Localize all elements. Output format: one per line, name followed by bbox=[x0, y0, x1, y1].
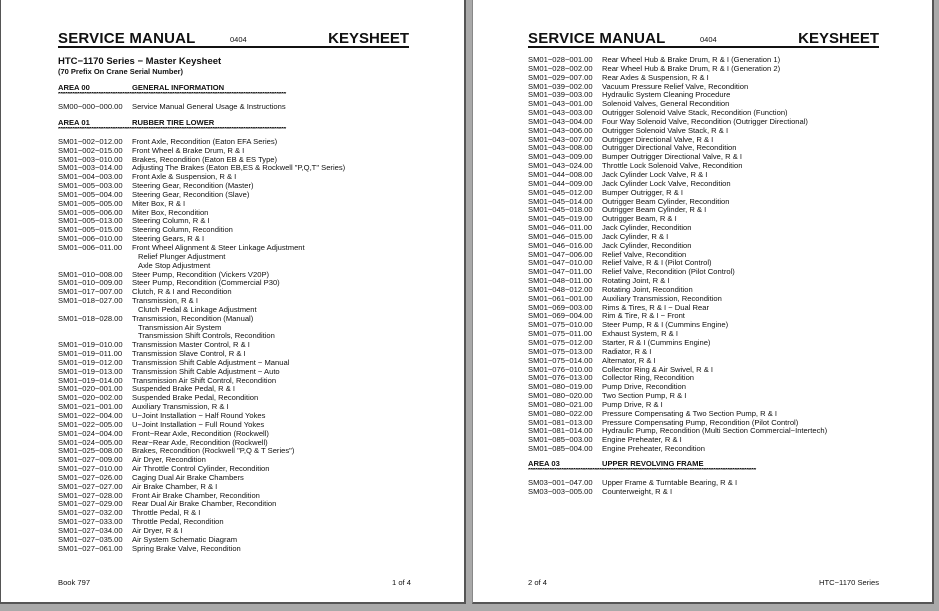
section-code: SM01−045−018.00 bbox=[528, 205, 593, 215]
area-number: AREA 03 bbox=[528, 458, 560, 468]
area-name: RUBBER TIRE LOWER bbox=[132, 117, 215, 127]
section-code: SM01−043−008.00 bbox=[528, 143, 593, 153]
section-code: SM01−044−009.00 bbox=[528, 178, 593, 188]
section-code: SM01−020−002.00 bbox=[58, 393, 123, 403]
section-description: Relief Valve, Recondition bbox=[602, 249, 687, 259]
page-2 bbox=[472, 0, 934, 604]
section-code: SM01−019−014.00 bbox=[58, 375, 123, 385]
section-code: SM01−005−003.00 bbox=[58, 181, 123, 191]
sub-topic: Transmission Air System bbox=[138, 322, 222, 332]
section-code: SM01−080−022.00 bbox=[528, 408, 593, 418]
header-title: SERVICE MANUAL bbox=[528, 30, 666, 47]
sub-topic: Relief Plunger Adjustment bbox=[138, 251, 226, 261]
section-description: Miter Box, R & I bbox=[132, 198, 186, 208]
section-description: Suspended Brake Pedal, R & I bbox=[132, 384, 236, 394]
section-description: Two Section Pump, R & I bbox=[602, 391, 687, 401]
footer-book: Book 797 bbox=[58, 578, 91, 587]
section-code: SM01−010−008.00 bbox=[58, 269, 123, 279]
section-description: Throttle Lock Solenoid Valve, Recondition bbox=[602, 161, 743, 171]
keysheet-entry bbox=[58, 103, 409, 112]
section-description: Jack Cylinder Lock Valve, Recondition bbox=[602, 178, 731, 188]
section-description: Transmission, R & I bbox=[132, 296, 198, 306]
header-keysheet: KEYSHEET bbox=[328, 30, 409, 47]
section-code: SM01−075−011.00 bbox=[528, 329, 593, 339]
section-code: SM01−027−032.00 bbox=[58, 508, 123, 518]
area-list bbox=[58, 83, 409, 554]
section-description: Pump Drive, Recondition bbox=[602, 382, 686, 392]
section-code: SM01−044−008.00 bbox=[528, 169, 593, 179]
section-code: SM01−019−011.00 bbox=[58, 349, 123, 359]
section-description: Engine Preheater, Recondition bbox=[602, 444, 706, 454]
section-description: Air Dryer, Recondition bbox=[132, 455, 206, 465]
area-heading bbox=[58, 118, 409, 127]
section-code: SM01−021−001.00 bbox=[58, 402, 123, 412]
section-code: SM01−005−006.00 bbox=[58, 207, 123, 217]
section-code: SM01−081−013.00 bbox=[528, 417, 593, 427]
section-code: SM01−019−012.00 bbox=[58, 357, 123, 367]
section-code: SM01−061−001.00 bbox=[528, 293, 593, 303]
section-code: SM03−001−047.00 bbox=[528, 477, 593, 487]
entry-list bbox=[528, 56, 888, 454]
header-title: SERVICE MANUAL bbox=[58, 30, 196, 47]
section-description: Rear Dual Air Brake Chamber, Recondition bbox=[132, 499, 277, 509]
section-description: Steering Column, Recondition bbox=[132, 225, 233, 235]
footer-page-number: 2 of 4 bbox=[528, 578, 547, 587]
area-number: AREA 01 bbox=[58, 117, 90, 127]
section-description: Counterweight, R & I bbox=[602, 486, 673, 496]
section-description: Air Brake Chamber, R & I bbox=[132, 481, 218, 491]
header-code: 0404 bbox=[230, 35, 247, 44]
page-1 bbox=[0, 0, 466, 604]
section-code: SM01−017−007.00 bbox=[58, 287, 123, 297]
section-description: Brakes, Recondition (Eaton EB & ES Type) bbox=[132, 154, 278, 164]
section-code: SM01−025−008.00 bbox=[58, 446, 123, 456]
section-description: Front Air Brake Chamber, Recondition bbox=[132, 490, 260, 500]
section-code: SM01−024−004.00 bbox=[58, 428, 123, 438]
section-description: U−Joint Installation − Full Round Yokes bbox=[132, 419, 265, 429]
section-code: SM01−018−027.00 bbox=[58, 296, 123, 306]
section-description: Steering Gears, R & I bbox=[132, 234, 205, 244]
section-description: Solenoid Valves, General Recondition bbox=[602, 99, 730, 109]
area-name: UPPER REVOLVING FRAME bbox=[602, 458, 704, 468]
section-description: Air Throttle Control Cylinder, Recondition bbox=[132, 464, 270, 474]
section-code: SM01−002−012.00 bbox=[58, 136, 123, 146]
section-code: SM01−043−004.00 bbox=[528, 116, 593, 126]
section-description: Rotating Joint, Recondition bbox=[602, 284, 693, 294]
section-code: SM01−027−028.00 bbox=[58, 490, 123, 500]
page-2-content bbox=[528, 56, 888, 497]
keysheet-entry bbox=[58, 244, 409, 253]
section-code: SM01−069−003.00 bbox=[528, 302, 593, 312]
section-description: Steer Pump, Recondition (Commercial P30) bbox=[132, 278, 280, 288]
section-description: Brakes, Recondition (Rockwell "P,Q & T Series") bbox=[132, 446, 295, 456]
section-description: Miter Box, Recondition bbox=[132, 207, 209, 217]
area-heading bbox=[58, 83, 409, 92]
keysheet-entry bbox=[58, 315, 409, 324]
section-code: SM01−075−010.00 bbox=[528, 320, 593, 330]
section-code: SM01−046−011.00 bbox=[528, 223, 593, 233]
section-code: SM01−027−009.00 bbox=[58, 455, 123, 465]
section-code: SM01−043−024.00 bbox=[528, 161, 593, 171]
section-code: SM01−028−002.00 bbox=[528, 63, 593, 73]
section-description: Transmission Master Control, R & I bbox=[132, 340, 250, 350]
section-description: U−Joint Installation − Half Round Yokes bbox=[132, 411, 266, 420]
section-code: SM01−080−020.00 bbox=[528, 391, 593, 401]
section-code: SM01−069−004.00 bbox=[528, 311, 593, 321]
section-code: SM01−002−015.00 bbox=[58, 145, 123, 155]
divider-stars: ************************************************************************************************ bbox=[58, 126, 286, 133]
section-description: Hydraulic System Cleaning Procedure bbox=[602, 90, 731, 100]
section-code: SM01−022−004.00 bbox=[58, 411, 123, 420]
page-header bbox=[528, 29, 879, 48]
section-description: Vacuum Pressure Relief Valve, Recondition bbox=[602, 81, 749, 91]
section-code: SM01−085−004.00 bbox=[528, 444, 593, 454]
section-description: Collector Ring & Air Swivel, R & I bbox=[602, 364, 713, 374]
section-description: Throttle Pedal, Recondition bbox=[132, 517, 224, 527]
section-description: Front−Rear Axle, Recondition (Rockwell) bbox=[132, 428, 269, 438]
section-code: SM01−010−009.00 bbox=[58, 278, 123, 288]
section-description: Relief Valve, Recondition (Pilot Control) bbox=[602, 267, 735, 277]
section-code: SM01−027−029.00 bbox=[58, 499, 123, 509]
section-code: SM01−048−011.00 bbox=[528, 276, 593, 286]
section-code: SM01−004−003.00 bbox=[58, 172, 123, 182]
section-description: Adjusting The Brakes (Eaton EB,ES & Rockwell "P,Q,T" Series) bbox=[132, 163, 346, 173]
section-description: Air System Schematic Diagram bbox=[132, 534, 238, 544]
section-code: SM01−027−061.00 bbox=[58, 543, 123, 553]
section-code: SM01−047−010.00 bbox=[528, 258, 593, 268]
section-code: SM01−024−005.00 bbox=[58, 437, 123, 447]
section-code: SM01−020−001.00 bbox=[58, 384, 123, 394]
section-code: SM01−047−011.00 bbox=[528, 267, 593, 277]
section-description: Outrigger Directional Valve, R & I bbox=[602, 134, 714, 144]
keysheet-entry bbox=[528, 445, 888, 454]
section-description: Jack Cylinder, R & I bbox=[602, 231, 669, 241]
section-code: SM01−043−001.00 bbox=[528, 99, 593, 109]
section-description: Starter, R & I (Cummins Engine) bbox=[602, 338, 711, 347]
section-code: SM01−076−013.00 bbox=[528, 373, 593, 383]
section-code: SM01−081−014.00 bbox=[528, 426, 593, 436]
section-description: Jack Cylinder Lock Valve, R & I bbox=[602, 169, 708, 179]
section-code: SM01−045−014.00 bbox=[528, 196, 593, 206]
section-code: SM01−039−003.00 bbox=[528, 90, 593, 100]
section-description: Air Dryer, R & I bbox=[132, 525, 183, 535]
section-code: SM01−043−007.00 bbox=[528, 134, 593, 144]
section-description: Rear Wheel Hub & Brake Drum, R & I (Generation 1) bbox=[602, 55, 781, 64]
section-code: SM01−022−005.00 bbox=[58, 419, 123, 429]
section-code: SM01−005−015.00 bbox=[58, 225, 123, 235]
section-code: SM01−018−028.00 bbox=[58, 313, 123, 323]
section-description: Outrigger Solenoid Valve Stack, R & I bbox=[602, 125, 729, 135]
entry-list bbox=[528, 479, 888, 497]
section-description: Service Manual General Usage & Instructions bbox=[132, 102, 286, 111]
section-description: Four Way Solenoid Valve, Recondition (Outrigger Directional) bbox=[602, 116, 808, 126]
section-code: SM01−046−015.00 bbox=[528, 231, 593, 241]
section-code: SM01−005−013.00 bbox=[58, 216, 123, 226]
document-subtitle: (70 Prefix On Crane Serial Number) bbox=[58, 67, 184, 76]
section-code: SM01−045−019.00 bbox=[528, 214, 593, 224]
section-description: Transmission, Recondition (Manual) bbox=[132, 313, 254, 323]
section-code: SM01−085−003.00 bbox=[528, 435, 593, 445]
section-code: SM01−027−010.00 bbox=[58, 464, 123, 474]
section-code: SM01−028−001.00 bbox=[528, 55, 593, 64]
section-code: SM01−075−014.00 bbox=[528, 355, 593, 365]
section-code: SM01−006−011.00 bbox=[58, 242, 123, 252]
section-code: SM01−019−013.00 bbox=[58, 366, 123, 376]
section-description: Outrigger Beam Cylinder, Recondition bbox=[602, 196, 730, 206]
section-code: SM01−003−014.00 bbox=[58, 163, 123, 173]
section-description: Pump Drive, R & I bbox=[602, 399, 663, 409]
section-description: Rotating Joint, R & I bbox=[602, 276, 670, 286]
header-keysheet: KEYSHEET bbox=[798, 30, 879, 47]
section-description: Steer Pump, Recondition (Vickers V20P) bbox=[132, 269, 270, 279]
section-description: Rear−Rear Axle, Recondition (Rockwell) bbox=[132, 437, 268, 447]
section-description: Collector Ring, Recondition bbox=[602, 373, 695, 383]
section-code: SM01−027−033.00 bbox=[58, 517, 123, 527]
divider-stars: ************************************************************************************************ bbox=[58, 92, 286, 98]
area-number: AREA 00 bbox=[58, 83, 90, 92]
footer-series: HTC−1170 Series bbox=[819, 578, 880, 587]
section-code: SM01−003−010.00 bbox=[58, 154, 123, 164]
section-description: Auxiliary Transmission, Recondition bbox=[602, 293, 722, 303]
section-code: SM01−027−027.00 bbox=[58, 481, 123, 491]
section-description: Front Wheel & Brake Drum, R & I bbox=[132, 145, 245, 155]
section-description: Transmission Shift Cable Adjustment − Auto bbox=[132, 366, 280, 376]
section-description: Rear Wheel Hub & Brake Drum, R & I (Generation 2) bbox=[602, 63, 781, 73]
section-description: Alternator, R & I bbox=[602, 355, 656, 365]
section-description: Front Wheel Alignment & Steer Linkage Adjustment bbox=[132, 242, 305, 252]
page-1-content bbox=[58, 56, 409, 554]
section-description: Pressure Compensating & Two Section Pump, R & I bbox=[602, 408, 778, 418]
sub-topic: Transmission Shift Controls, Recondition bbox=[138, 331, 275, 341]
section-description: Steering Gear, Recondition (Slave) bbox=[132, 189, 250, 199]
section-description: Hydraulic Pump, Recondition (Multi Section Commercial−Intertech) bbox=[602, 426, 828, 436]
section-description: Bumper Outrigger Directional Valve, R & I bbox=[602, 152, 742, 162]
section-description: Rims & Tires, R & I − Dual Rear bbox=[602, 302, 709, 312]
section-description: Outrigger Beam, R & I bbox=[602, 214, 677, 224]
section-description: Transmission Shift Cable Adjustment − Manual bbox=[132, 357, 290, 367]
header-code: 0404 bbox=[700, 35, 717, 44]
document-title: HTC−1170 Series − Master Keysheet bbox=[58, 56, 222, 67]
section-code: SM01−075−013.00 bbox=[528, 346, 593, 356]
section-code: SM01−027−034.00 bbox=[58, 525, 123, 535]
section-code: SM00−000−000.00 bbox=[58, 102, 123, 111]
section-code: SM01−080−019.00 bbox=[528, 382, 593, 392]
keysheet-entry bbox=[528, 488, 888, 497]
section-code: SM01−043−003.00 bbox=[528, 108, 593, 118]
area-name: GENERAL INFORMATION bbox=[132, 83, 225, 92]
page-header bbox=[58, 29, 409, 48]
section-description: Clutch, R & I and Recondition bbox=[132, 287, 232, 297]
section-description: Transmission Air Shift Control, Recondition bbox=[132, 375, 277, 385]
sub-topic: Clutch Pedal & Linkage Adjustment bbox=[138, 304, 257, 314]
section-code: SM01−047−006.00 bbox=[528, 249, 593, 259]
section-code: SM01−043−009.00 bbox=[528, 152, 593, 162]
section-code: SM03−003−005.00 bbox=[528, 486, 593, 496]
section-description: Suspended Brake Pedal, Recondition bbox=[132, 393, 259, 403]
section-description: Spring Brake Valve, Recondition bbox=[132, 543, 241, 553]
divider-stars: ************************************************************************************************ bbox=[528, 467, 756, 474]
section-description: Caging Dual Air Brake Chambers bbox=[132, 472, 244, 482]
footer-page-number: 1 of 4 bbox=[392, 578, 411, 587]
section-description: Transmission Slave Control, R & I bbox=[132, 349, 246, 359]
section-description: Outrigger Solenoid Valve Stack, Recondition (Function) bbox=[602, 108, 788, 118]
section-code: SM01−005−005.00 bbox=[58, 198, 123, 208]
section-description: Front Axle, Recondition (Eaton EFA Series) bbox=[132, 136, 278, 146]
section-description: Exhaust System, R & I bbox=[602, 329, 678, 339]
section-code: SM01−019−010.00 bbox=[58, 340, 123, 350]
section-code: SM01−075−012.00 bbox=[528, 338, 593, 347]
keysheet-entry bbox=[58, 545, 409, 554]
section-code: SM01−027−026.00 bbox=[58, 472, 123, 482]
section-code: SM01−039−002.00 bbox=[528, 81, 593, 91]
section-description: Pressure Compensating Pump, Recondition (Pilot Control) bbox=[602, 417, 799, 427]
section-description: Steering Gear, Recondition (Master) bbox=[132, 181, 254, 191]
section-description: Engine Preheater, R & I bbox=[602, 435, 682, 445]
section-description: Bumper Outrigger, R & I bbox=[602, 187, 684, 197]
section-description: Upper Frame & Turntable Bearing, R & I bbox=[602, 477, 738, 487]
section-description: Jack Cylinder, Recondition bbox=[602, 223, 692, 233]
section-code: SM01−006−010.00 bbox=[58, 234, 123, 244]
section-description: Rim & Tire, R & I − Front bbox=[602, 311, 685, 321]
area-heading bbox=[528, 459, 888, 468]
section-description: Jack Cylinder, Recondition bbox=[602, 240, 692, 250]
sub-topic: Axle Stop Adjustment bbox=[138, 260, 211, 270]
section-description: Auxiliary Transmission, R & I bbox=[132, 402, 229, 412]
section-code: SM01−027−035.00 bbox=[58, 534, 123, 544]
section-code: SM01−080−021.00 bbox=[528, 399, 593, 409]
section-code: SM01−045−012.00 bbox=[528, 187, 593, 197]
section-description: Relief Valve, R & I (Pilot Control) bbox=[602, 258, 712, 268]
section-code: SM01−043−006.00 bbox=[528, 125, 593, 135]
section-description: Radiator, R & I bbox=[602, 346, 652, 356]
section-description: Rear Axles & Suspension, R & I bbox=[602, 72, 709, 82]
section-description: Outrigger Directional Valve, Recondition bbox=[602, 143, 737, 153]
section-description: Outrigger Beam Cylinder, R & I bbox=[602, 205, 707, 215]
section-description: Steering Column, R & I bbox=[132, 216, 210, 226]
section-description: Steer Pump, R & I (Cummins Engine) bbox=[602, 320, 729, 330]
section-code: SM01−076−010.00 bbox=[528, 364, 593, 374]
section-description: Throttle Pedal, R & I bbox=[132, 508, 201, 518]
section-code: SM01−046−016.00 bbox=[528, 240, 593, 250]
section-code: SM01−029−007.00 bbox=[528, 72, 593, 82]
section-description: Front Axle & Suspension, R & I bbox=[132, 172, 237, 182]
section-code: SM01−048−012.00 bbox=[528, 284, 593, 294]
section-code: SM01−005−004.00 bbox=[58, 189, 123, 199]
